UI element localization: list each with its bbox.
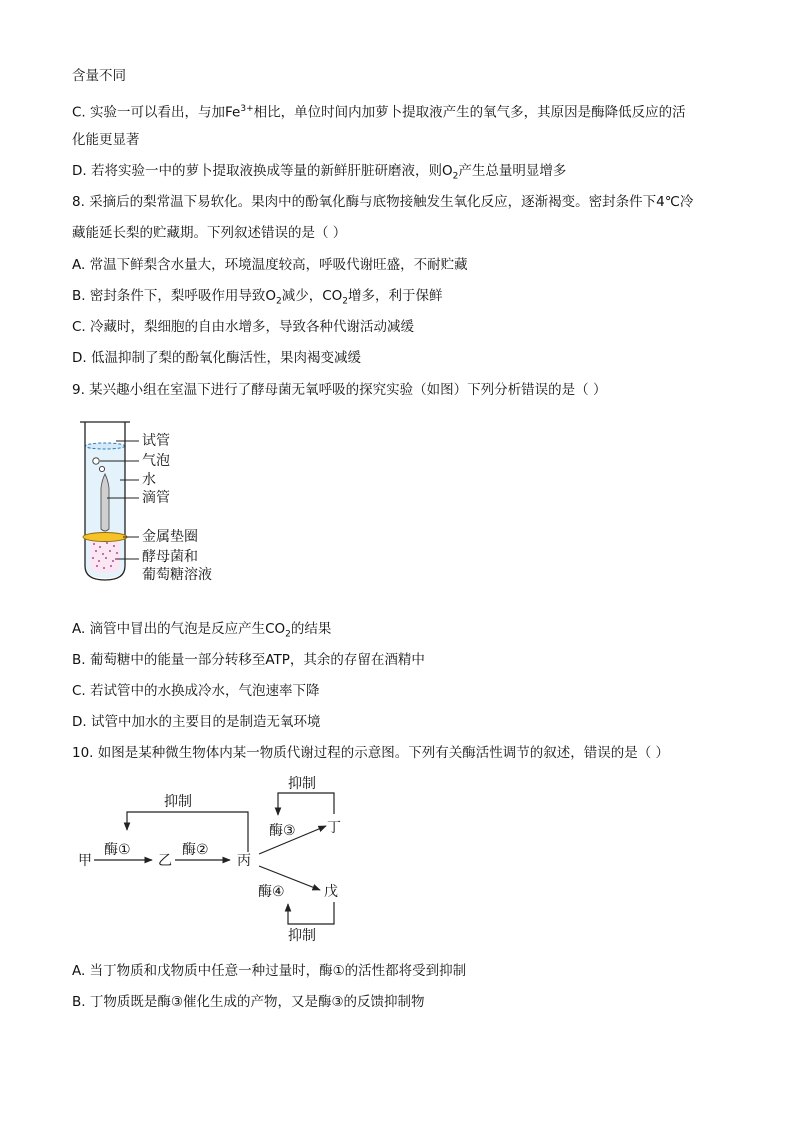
option-c-line bbox=[72, 100, 686, 122]
text-run: 产生总量明显增多 bbox=[458, 163, 567, 179]
label-test-tube: 试管 bbox=[142, 433, 170, 449]
label-enzyme-4: 酶④ bbox=[258, 884, 285, 900]
text-line: 化能更显著 bbox=[72, 132, 140, 148]
q10-option-b: B. 丁物质既是酶③催化生成的产物，又是酶③的反馈抑制物 bbox=[72, 994, 425, 1010]
superscript: 3+ bbox=[240, 104, 254, 114]
question-8-stem-cont: 藏能延长梨的贮藏期。下列叙述错误的是（ ） bbox=[72, 225, 347, 241]
text-run: B. 密封条件下，梨呼吸作用导致O bbox=[72, 288, 276, 304]
text-run: 增多，利于保鲜 bbox=[348, 288, 443, 304]
label-metal-washer: 金属垫圈 bbox=[142, 529, 198, 545]
text-run: 减少，CO bbox=[281, 288, 343, 304]
node-jia: 甲 bbox=[78, 853, 92, 869]
label-dropper: 滴管 bbox=[142, 490, 170, 506]
question-9-stem: 9. 某兴趣小组在室温下进行了酵母菌无氧呼吸的探究实验（如图）下列分析错误的是（ ） bbox=[72, 382, 607, 398]
label-inhibit-3: 抑制 bbox=[288, 776, 316, 792]
subscript: 2 bbox=[275, 296, 282, 307]
question-8-stem: 8. 采摘后的梨常温下易软化。果肉中的酚氧化酶与底物接触发生氧化反应，逐渐褐变。密封条件下4℃冷 bbox=[72, 194, 694, 210]
text-run: D. 若将实验一中的萝卜提取液换成等量的新鲜肝脏研磨液，则O bbox=[72, 163, 453, 179]
label-water: 水 bbox=[142, 472, 156, 488]
q8-option-a: A. 常温下鲜梨含水量大，环境温度较高，呼吸代谢旺盛，不耐贮藏 bbox=[72, 257, 468, 273]
node-yi: 乙 bbox=[158, 853, 172, 869]
text-run: 相比，单位时间内加萝卜提取液产生的氧气多，其原因是酶降低反应的活 bbox=[253, 104, 686, 121]
question-10-stem: 10. 如图是某种微生物体内某一物质代谢过程的示意图。下列有关酶活性调节的叙述，错误的是（ ） bbox=[72, 745, 670, 761]
q9-option-b: B. 葡萄糖中的能量一部分转移至ATP，其余的存留在酒精中 bbox=[72, 652, 425, 668]
q9-option-c: C. 若试管中的水换成冷水，气泡速率下降 bbox=[72, 683, 320, 699]
text-run: A. 滴管中冒出的气泡是反应产生CO bbox=[72, 621, 286, 637]
q9-option-d: D. 试管中加水的主要目的是制造无氧环境 bbox=[72, 714, 321, 730]
q8-option-c: C. 冷藏时，梨细胞的自由水增多，导致各种代谢活动减缓 bbox=[72, 319, 415, 335]
q10-option-a: A. 当丁物质和戊物质中任意一种过量时，酶①的活性都将受到抑制 bbox=[72, 963, 467, 979]
label-inhibit-4: 抑制 bbox=[288, 928, 316, 944]
label-bubble: 气泡 bbox=[142, 453, 170, 469]
label-enzyme-1: 酶① bbox=[104, 842, 131, 858]
test-tube-figure bbox=[76, 416, 276, 586]
subscript: 2 bbox=[285, 629, 291, 640]
q8-option-b bbox=[72, 287, 443, 311]
pathway-figure bbox=[72, 772, 372, 952]
q9-option-a bbox=[72, 620, 331, 644]
subscript: 2 bbox=[342, 296, 349, 307]
option-d-line bbox=[72, 162, 566, 186]
node-wu: 戊 bbox=[324, 884, 338, 900]
q8-option-d: D. 低温抑制了梨的酚氧化酶活性，果肉褐变减缓 bbox=[72, 350, 361, 366]
node-bing: 丙 bbox=[237, 853, 251, 869]
label-glucose-solution: 葡萄糖溶液 bbox=[142, 567, 212, 583]
label-inhibit-1: 抑制 bbox=[164, 794, 192, 810]
label-enzyme-2: 酶② bbox=[182, 842, 209, 858]
pathway-diagram bbox=[72, 772, 372, 952]
text-run: C. 实验一可以看出，与加Fe bbox=[72, 104, 241, 121]
label-enzyme-3: 酶③ bbox=[269, 823, 296, 839]
subscript: 2 bbox=[452, 171, 459, 182]
label-yeast: 酵母菌和 bbox=[142, 549, 198, 565]
text-run: 的结果 bbox=[290, 621, 332, 637]
text-line: 含量不同 bbox=[72, 68, 126, 84]
node-ding: 丁 bbox=[327, 820, 341, 836]
